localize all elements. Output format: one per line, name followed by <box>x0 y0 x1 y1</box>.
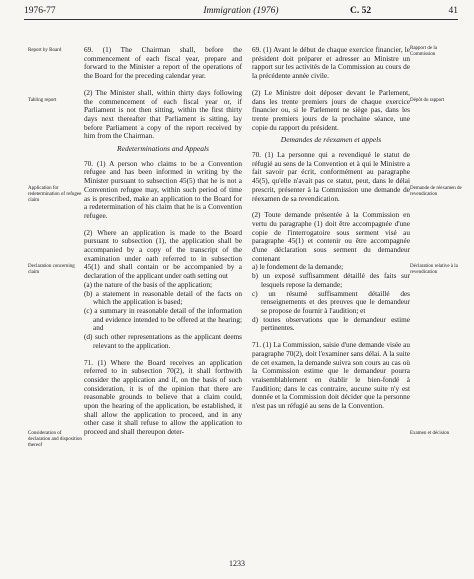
fr-section-70-2: (2) Toute demande présentée à la Commission en vertu du paragraphe (1) doit être accompagnée d'une copie de l'interrogatoire sous serment visé au paragraphe 45(1) et contenir ou être accompagnée d'une déclaration sous serment du demandeur contenant <box>252 211 410 263</box>
header-page-number: 41 <box>448 6 458 16</box>
margin-note-declaration-fr: Déclaration relative à la revendication <box>410 264 458 275</box>
fr-section-70-2-c: c) un résumé suffisamment détaillé des renseignements et des preuves que le demandeur se propose de fournir à l'audition; et <box>252 289 410 315</box>
en-section-70-2-a: (a) the nature of the basis of the application; <box>84 280 213 289</box>
fr-section-69-2: (2) Le Ministre doit déposer devant le Parlement, dans les trente premiers jours de chaque exercice financier ou, si le Parlement ne siège pas, dans les trente premiers jours de la prochaine séance, une copie du rapport du président. <box>252 88 410 132</box>
en-section-70-2-b: (b) a statement in reasonable detail of the facts on which the application is based; <box>84 289 242 307</box>
en-section-71-1: 71. (1) Where the Board receives an application referred to in subsection 70(2), it shall forthwith consider the application and if, on the basis of such consideration, it is of the opinion that there are reasonable grounds to believe that a claim could, upon the hearing of the application, be established, it shall allow the application to proceed, and in any other case it shall refuse to allow the application to proceed and shall thereupon deter- <box>84 358 242 437</box>
margin-note-consideration: Consideration of declaration and disposition thereof <box>28 431 82 448</box>
en-section-69-2: (2) The Minister shall, within thirty days following the commencement of each fiscal year or, if Parliament is not then sitting, within the first thirty days next thereafter that Parliament is sitting, lay before Parliament a copy of the report received by him from the Chairman. <box>84 88 242 141</box>
margin-note-tabling-report: Tabling report <box>28 98 57 103</box>
margin-note-depot: Dépôt du rapport <box>410 98 445 103</box>
en-section-heading: Redeterminations and Appeals <box>117 144 209 154</box>
fr-section-70-2-a: a) le fondement de la demande; <box>252 263 344 272</box>
margin-note-application: Application for redetermination of refugee claim <box>28 186 82 203</box>
margin-note-report-by-board: Report by Board <box>28 48 62 53</box>
margin-note-declaration: Declaration concerning claim <box>28 264 75 275</box>
en-section-69-1: 69. (1) The Chairman shall, before the commencement of each fiscal year, prepare and forward to the Minister a report of the operations of the Board for the preceding calendar year. <box>84 46 242 81</box>
margin-note-examen: Examen et décision <box>410 431 450 436</box>
fr-section-69-1: 69. (1) Avant le début de chaque exercice financier, le président doit préparer et adresser au Ministre un rapport sur les activités de la Commission au cours de la précédente année civile. <box>252 46 410 81</box>
french-column <box>252 46 410 411</box>
header-chapter: C. 52 <box>350 6 372 16</box>
header-year: 1976-77 <box>24 6 56 16</box>
fr-section-70-1: 70. (1) La personne qui a revendiqué le statut de réfugié au sens de la Convention et à qui le Ministre a fait savoir par écrit, conformément au paragraphe 45(5), qu'elle n'avait pas ce statut, peut, dans le délai prescrit, présenter à la Commission une demande de réexamen de sa revendication. <box>252 151 410 203</box>
margin-note-rapport: Rapport de la Commission <box>410 46 437 57</box>
en-section-70-1: 70. (1) A person who claims to be a Convention refugee and has been informed in writing by the Minister pursuant to subsection 45(5) that he is not a Convention refugee may, within such period of time as is prescribed, make an application to the Board for a redetermination of his claim that he is a Convention refugee. <box>84 159 242 220</box>
english-column <box>84 46 242 437</box>
header-rule <box>24 19 458 20</box>
running-header <box>24 4 458 18</box>
fr-section-70-2-b: b) un exposé suffisamment détaillé des faits sur lesquels repose la demande; <box>252 272 410 289</box>
footer-page-number: 1233 <box>229 559 245 568</box>
fr-section-70-2-d: d) toutes observations que le demandeur estime pertinentes. <box>252 315 410 333</box>
en-section-70-2-c: (c) a summary in reasonable detail of the information and evidence intended to be offered at the hearing; and <box>84 306 242 333</box>
fr-section-heading: Demandes de réexamen et appels <box>280 135 382 145</box>
margin-note-demande: Demande de réexamen de revendication <box>410 186 462 197</box>
en-section-70-2-d: (d) such other representations as the applicant deems relevant to the application. <box>84 333 242 350</box>
header-title: Immigration (1976) <box>203 6 279 16</box>
en-section-70-2: (2) Where an application is made to the Board pursuant to subsection (1), the application shall be accompanied by a copy of the transcript of the examination under oath referred to in subsection 45(1) and shall contain or be accompanied by a declaration of the applicant under oath setting out <box>84 228 242 281</box>
fr-section-71-1: 71. (1) La Commission, saisie d'une demande visée au paragraphe 70(2), doit l'examiner sans délai. A la suite de cet examen, la demande suivra son cours au cas où la Commission estime que le demandeur pourra vraisemblablement en établir le bien-fondé à l'audition; dans le cas contraire, aucune suite n'y est donnée et la Commission doit décider que la personne n'est pas un réfugié au sens de la Convention. <box>252 341 410 411</box>
